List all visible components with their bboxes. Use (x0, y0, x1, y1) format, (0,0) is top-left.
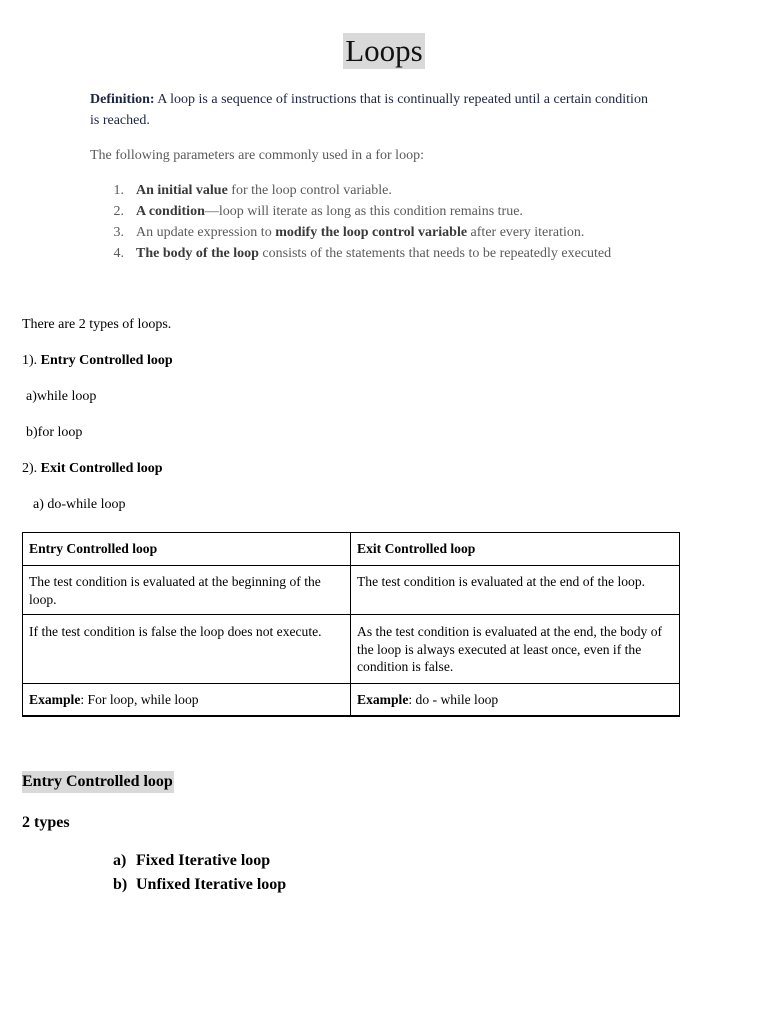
param-number: 4. (113, 246, 124, 261)
param-post: —loop will iterate as long as this condition remains true. (204, 204, 523, 219)
exit-type-line (22, 459, 163, 479)
list-item-text: Unfixed Iterative loop (136, 876, 287, 893)
param-bold: An initial value (136, 183, 228, 198)
list-marker: a) (113, 852, 127, 869)
param-item (90, 243, 690, 264)
param-post: for the loop control variable. (227, 183, 392, 198)
example-label: Example (29, 691, 81, 707)
page-title: Loops (345, 33, 423, 68)
param-number: 2. (113, 204, 124, 219)
example-text: : do - while loop (408, 691, 499, 707)
definition-text: A loop is a sequence of instructions that is continually repeated until a certain condition is reached. (90, 92, 648, 128)
section-list-item (113, 874, 286, 896)
param-bold: A condition (136, 204, 205, 219)
example-label: Example (357, 691, 409, 707)
params-intro: The following parameters are commonly used in a for loop: (90, 148, 424, 163)
table-cell: As the test condition is evaluated at the end, the body of the loop is always executed at least once, even if the condition is false. (351, 615, 680, 684)
entry-type-item: b)for loop (26, 425, 83, 440)
exit-type-prefix: 2). (22, 461, 41, 476)
entry-type-item: a)while loop (26, 389, 97, 404)
param-pre: An update expression to (136, 225, 276, 240)
exit-type-label: Exit Controlled loop (40, 461, 163, 476)
exit-type-item: a) do-while loop (33, 497, 126, 512)
param-item (90, 222, 690, 243)
entry-type-prefix: 1). (22, 353, 41, 368)
list-item-text: Fixed Iterative loop (136, 852, 271, 869)
table-cell: The test condition is evaluated at the beginning of the loop. (23, 566, 351, 615)
title-container (0, 33, 768, 69)
table-header-cell: Exit Controlled loop (351, 533, 680, 566)
param-item (90, 180, 690, 201)
param-item (90, 201, 690, 222)
param-number: 3. (113, 225, 124, 240)
table-example-cell (23, 684, 351, 717)
param-post: after every iteration. (467, 225, 585, 240)
table-example-row (23, 684, 680, 717)
types-intro: There are 2 types of loops. (22, 317, 172, 332)
table-cell: If the test condition is false the loop does not execute. (23, 615, 351, 684)
entry-type-line (22, 351, 173, 371)
table-header-cell: Entry Controlled loop (23, 533, 351, 566)
example-text: : For loop, while loop (80, 691, 199, 707)
definition-label: Definition: (90, 92, 155, 107)
section-subheading: 2 types (22, 814, 70, 831)
table-example-cell (351, 684, 680, 717)
entry-type-label: Entry Controlled loop (40, 353, 173, 368)
param-post: consists of the statements that needs to be repeatedly executed (258, 246, 612, 261)
param-bold: modify the loop control variable (275, 225, 468, 240)
table-cell: The test condition is evaluated at the end of the loop. (351, 566, 680, 615)
list-marker: b) (113, 876, 128, 893)
section-heading: Entry Controlled loop (22, 771, 174, 793)
section-list-item (113, 850, 270, 872)
table-row (23, 615, 680, 684)
param-number: 1. (113, 183, 124, 198)
definition-paragraph (90, 89, 655, 131)
table-row (23, 566, 680, 615)
param-bold: The body of the loop (136, 246, 259, 261)
table-header-row (23, 533, 680, 566)
comparison-table (22, 532, 680, 717)
